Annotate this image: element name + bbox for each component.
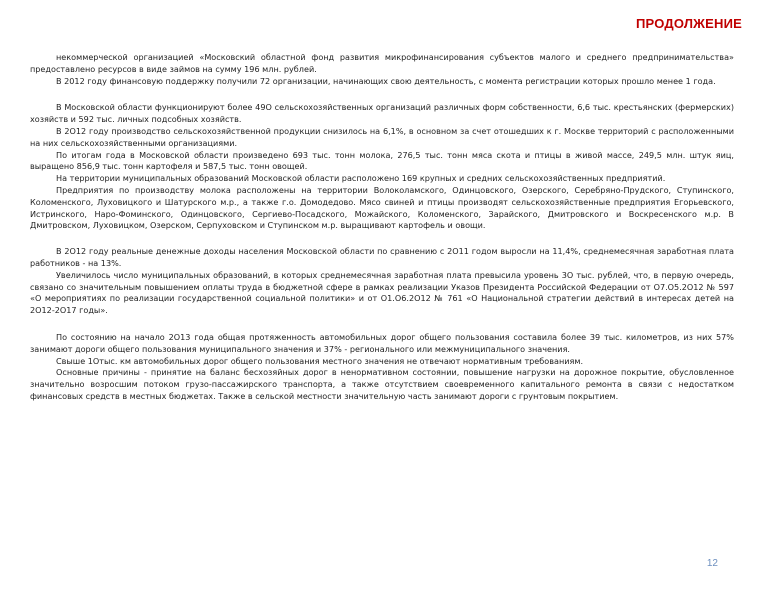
section-agriculture <box>30 102 734 232</box>
document-body <box>30 52 734 403</box>
section-income <box>30 246 734 317</box>
section-microfinance <box>30 52 734 87</box>
page-number: 12 <box>706 558 718 569</box>
paragraph: некоммерческой организацией «Московский областной фонд развития микрофинансирования субъектов малого и среднего предпринимательства» предоставлено ресурсов в виде займов на сумму 196 млн. рублей. <box>30 52 734 74</box>
paragraph: На территории муниципальных образований Московской области расположено 169 крупных и средних сельскохозяйственных предприятий. <box>56 173 666 184</box>
section-roads <box>30 332 734 403</box>
paragraph: В 2О12 году реальные денежные доходы населения Московской области по сравнению с 2О11 годом выросли на 11,4%, среднемесячная заработная плата работников - на 13%. <box>30 246 734 268</box>
paragraph: По итогам года в Московской области произведено 693 тыс. тонн молока, 276,5 тыс. тонн мяса скота и птицы в живой массе, 249,5 млн. штук яиц, выращено 856,9 тыс. тонн картофеля и 587,5 тыс. тонн овощей. <box>30 149 734 172</box>
paragraph: Предприятия по производству молока расположены на территории Волоколамского, Одинцовского, Озерского, Серебряно-Прудского, Ступинского, Коломенского, Луховицкого и Шатурского м.р., а также г.о. Домодедово. Мясо свиней и птицы производят сельскохозяйственные предприятия Егорьевского, Истринского, Наро-Фоминского, Одинцовского, Сергиево-Посадского, Можайского, Коломенского, Зарайского, Дмитровского и Воскресенского м.р. В Дмитровском, Луховицком, Озерском, Серпуховском и Ступинском м.р. выращивают картофель и овощи. <box>30 184 734 231</box>
paragraph: В Московской области функционируют более 49О сельскохозяйственных организаций различных форм собственности, 6,6 тыс. крестьянских (фермерских) хозяйств и 592 тыс. личных подсобных хозяйств. <box>30 102 734 125</box>
paragraph: Свыше 1Отыс. км автомобильных дорог общего пользования местного значения не отвечают нормативным требованиям. <box>56 355 584 366</box>
paragraph: В 2О12 году производство сельскохозяйственной продукции снизилось на 6,1%, в основном за счет отошедших к г. Москве территорий с расположенными на них сельскохозяйственными организациями. <box>30 125 734 148</box>
paragraph: По состоянию на начало 2О13 года общая протяженность автомобильных дорог общего пользования составила более 39 тыс. километров, из них 57% занимают дороги общего пользования муниципального значения и 37% - регионального или межмуниципального значения. <box>30 331 734 354</box>
paragraph: В 2012 году финансовую поддержку получили 72 организации, начинающих свою деятельность, с момента регистрации которых прошло менее 1 года. <box>56 75 716 86</box>
page-title: ПРОДОЛЖЕНИЕ <box>636 16 742 31</box>
paragraph: Основные причины - принятие на баланс бесхозяйных дорог в ненормативном состоянии, повышение нагрузки на дорожное покрытие, обусловленное значительно возросшим потоком грузо-пассажирского транспорта, а также отсутствием своевременного капитального ремонта в связи с недостатком финансовых средств в местных бюджетах. Также в сельской местности значительную часть занимают дороги с грунтовым покрытием. <box>30 367 734 401</box>
paragraph: Увеличилось число муниципальных образований, в которых среднемесячная заработная плата превысила уровень 3О тыс. рублей, что, в первую очередь, связано со значительным повышением оплаты труда в бюджетной сфере в рамках реализации Указов Президента Российской Федерации от О7.О5.2О12 № 597 «О мероприятиях по реализации государственной социальной политики» и от О1.О6.2О12 № 761 «О Национальной стратегии действий в интересах детей на 2О12-2О17 годы». <box>30 269 734 316</box>
